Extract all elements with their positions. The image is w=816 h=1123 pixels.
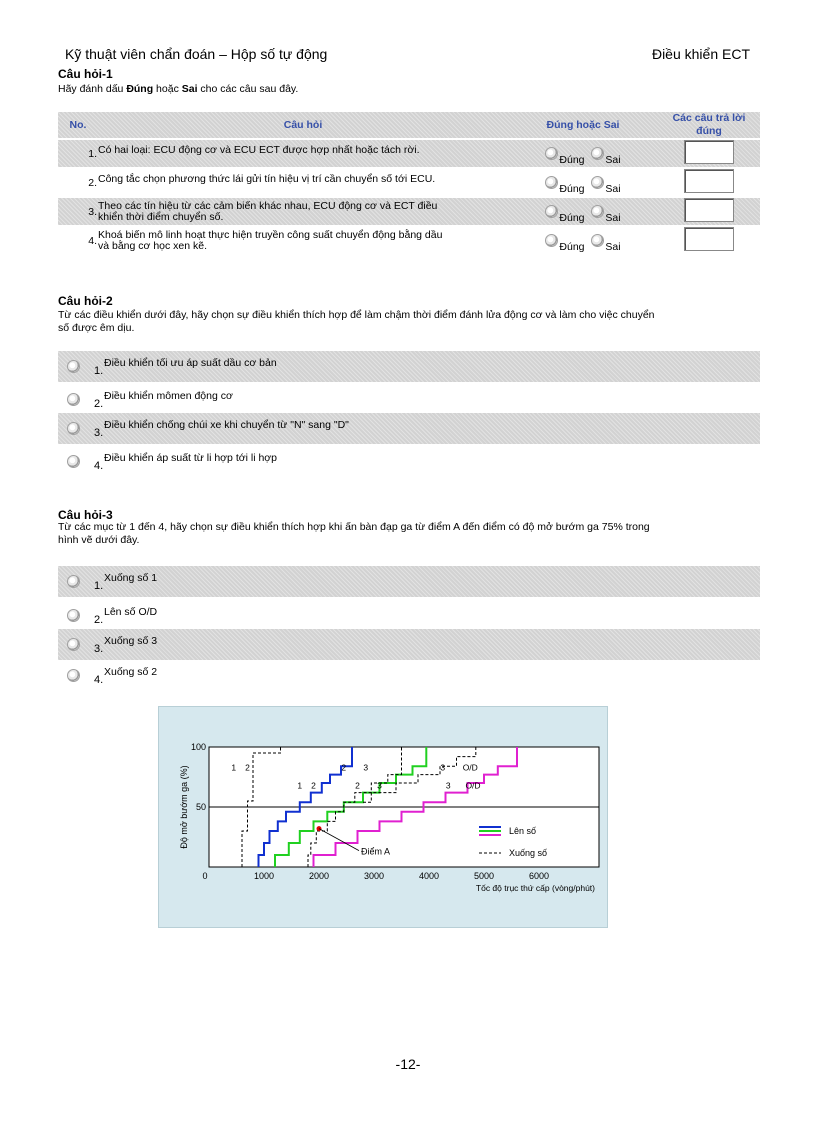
row-number: 2. [88,176,97,189]
shift-annotation: 2 [341,762,347,773]
shift-annotation: 1 [297,780,303,791]
answer-input[interactable] [684,227,734,251]
true-false-group [508,198,658,225]
row-number: 4. [88,234,97,247]
true-false-group [508,227,658,254]
option-radio[interactable] [67,638,80,651]
false-label: Sai [605,154,621,166]
table-row [58,227,760,254]
shift-annotation: 3 [445,780,451,791]
y-axis-label: Độ mở bướm ga (%) [179,765,189,849]
answer-input[interactable] [684,198,734,222]
legend-down-label: Xuống số [509,848,548,858]
option-label: Điều khiển tối ưu áp suất dầu cơ bản [104,357,277,369]
q2-text: Từ các điều khiển dưới đây, hãy chọn sự điều khiển thích hợp để làm chậm thời điểm đánh lửa động cơ và làm cho việc chuyển số được êm dịu. [58,309,655,334]
option-number: 1. [94,580,104,592]
q1-table [58,110,760,256]
true-false-group [508,169,658,196]
shift-annotation: O/D [462,762,478,773]
true-radio[interactable] [545,234,558,247]
col-no: No. [69,119,87,131]
option-number: 4. [94,460,104,472]
x-tick-label: 0 [202,871,208,881]
false-radio[interactable] [591,176,604,189]
true-false-group [508,140,658,167]
row-question: Có hai loại: ECU động cơ và ECU ECT được hợp nhất hoặc tách rời. [98,143,420,156]
false-label: Sai [605,241,621,253]
option-number: 4. [94,674,104,686]
shift-annotation: O/D [465,780,481,791]
option-label: Lên số O/D [104,606,158,618]
option-label: Xuống số 2 [104,666,158,678]
x-tick-label: 5000 [473,871,495,881]
option-number: 3. [94,427,104,439]
false-radio[interactable] [591,234,604,247]
q3-option-1[interactable] [58,566,760,597]
true-radio[interactable] [545,176,558,189]
q2-option-4[interactable] [58,446,760,477]
point-a-label: Điểm A [361,846,391,857]
answer-cell [658,198,760,225]
option-radio[interactable] [67,455,80,468]
header-title: Kỹ thuật viên chẩn đoán – Hộp số tự động [65,46,328,62]
true-radio[interactable] [545,205,558,218]
option-label: Điều khiển chống chúi xe khi chuyển từ "N" sang "D" [104,419,349,431]
table-row [58,169,760,196]
option-number: 1. [94,365,104,377]
option-number: 2. [94,614,104,626]
shift-annotation: 3 [440,762,446,773]
option-number: 3. [94,643,104,655]
false-label: Sai [605,212,621,224]
true-label: Đúng [559,154,585,166]
x-tick-label: 6000 [528,871,550,881]
q2-title: Câu hỏi-2 [58,294,113,308]
x-tick-label: 4000 [418,871,440,881]
row-question: Khoá biến mô linh hoạt thực hiện truyền công suất chuyển động bằng dầu và bằng cơ học xen kẽ. [98,228,443,252]
answer-cell [658,169,760,196]
true-radio[interactable] [545,147,558,160]
q2-option-1[interactable] [58,351,760,382]
q2-option-2[interactable] [58,384,760,415]
q1-title: Câu hỏi-1 [58,67,113,81]
shift-annotation: 3 [363,762,369,773]
option-radio[interactable] [67,360,80,373]
legend-up-label: Lên số [509,826,537,836]
shift-annotation: 2 [245,762,250,773]
x-tick-label: 3000 [363,871,385,881]
true-label: Đúng [559,212,585,224]
q1-header-row [58,112,760,138]
answer-input[interactable] [684,169,734,193]
true-label: Đúng [559,241,585,253]
false-radio[interactable] [591,147,604,160]
answer-cell [658,227,760,254]
col-answer: Các câu trả lời đúng [672,112,746,137]
point-a-marker [317,826,322,831]
row-number: 1. [88,147,97,160]
q3-text: Từ các mục từ 1 đến 4, hãy chọn sự điều khiển thích hợp khi ấn bàn đạp ga từ điểm A đến điểm có độ mở bướm ga 75% trong hình vẽ dưới đây. [58,521,650,546]
y-tick-label: 50 [195,802,206,812]
row-number: 3. [88,205,97,218]
page-number: -12- [395,1056,421,1072]
option-label: Điều khiển mômen động cơ [104,390,233,402]
q1-instruction: Hãy đánh dấu Đúng hoặc Sai cho các câu sau đây. [58,83,299,95]
table-row [58,198,760,225]
shift-chart [159,707,607,927]
shift-diagram-figure [158,706,608,928]
shift-annotation: 2 [355,780,360,791]
shift-annotation: 3 [377,780,382,791]
table-row [58,140,760,167]
option-number: 2. [94,398,104,410]
option-label: Xuống số 3 [104,635,158,647]
true-label: Đúng [559,183,585,195]
option-label: Điều khiển áp suất từ li hợp tới li hợp [104,452,278,464]
q3-title: Câu hỏi-3 [58,508,113,522]
option-radio[interactable] [67,609,80,622]
x-axis-label: Tốc độ trục thứ cấp (vòng/phút) [475,883,595,893]
false-radio[interactable] [591,205,604,218]
option-radio[interactable] [67,422,80,435]
shift-annotation: 1 [231,762,237,773]
answer-input[interactable] [684,140,734,164]
shift-annotation: 2 [311,780,316,791]
option-radio[interactable] [67,669,80,682]
row-question: Theo các tín hiệu từ các cảm biến khác nhau, ECU động cơ và ECT điều khiển thời điểm chuyển số. [98,199,438,223]
q3-option-2[interactable] [58,600,760,631]
x-tick-label: 1000 [253,871,275,881]
q2-option-3[interactable] [58,413,760,444]
option-label: Xuống số 1 [104,572,158,584]
answer-cell [658,140,760,167]
q3-option-4[interactable] [58,660,760,691]
x-tick-label: 2000 [308,871,330,881]
q3-option-3[interactable] [58,629,760,660]
false-label: Sai [605,183,621,195]
y-tick-label: 100 [190,742,206,752]
header-section: Điều khiển ECT [651,46,750,62]
option-radio[interactable] [67,393,80,406]
col-true-false: Đúng hoặc Sai [546,119,620,131]
row-question: Công tắc chọn phương thức lái gửi tín hiệu vị trí cần chuyển số tới ECU. [98,172,436,185]
col-question: Câu hỏi [283,119,323,131]
option-radio[interactable] [67,575,80,588]
